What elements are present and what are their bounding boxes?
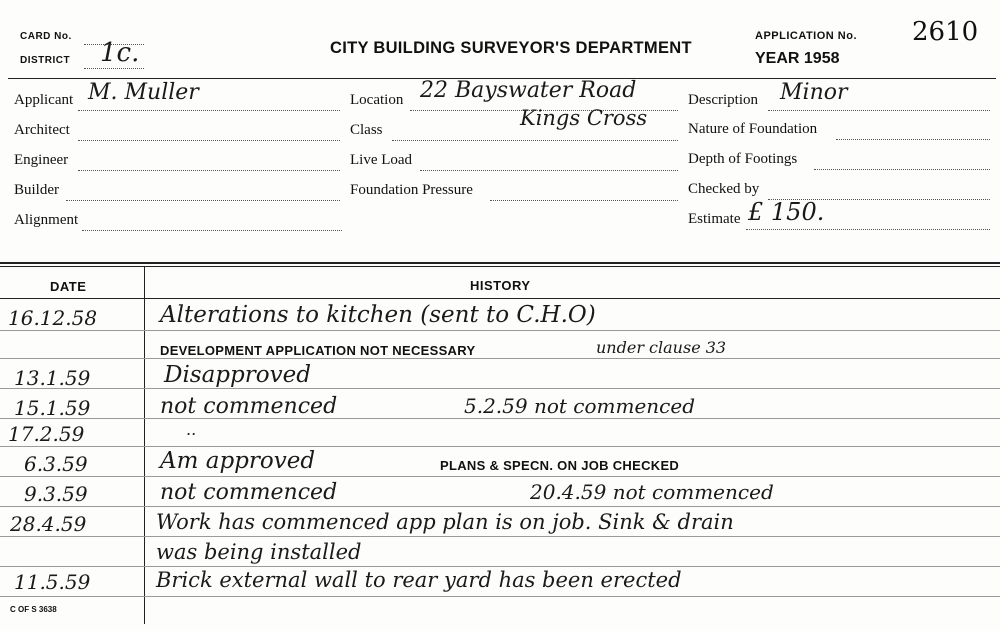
class-line xyxy=(392,140,678,141)
history-date: 6.3.59 xyxy=(24,452,88,476)
history-line xyxy=(0,536,1000,537)
history-entry: Brick external wall to rear yard has been erected xyxy=(156,568,682,592)
location-line2: Kings Cross xyxy=(520,106,648,130)
alignment-line xyxy=(82,230,342,231)
history-entry: not commenced xyxy=(160,480,338,505)
applicant-line xyxy=(78,110,340,111)
year-label: YEAR 1958 xyxy=(755,50,840,67)
history-entry: .. xyxy=(186,420,197,439)
history-date: 13.1.59 xyxy=(14,366,91,390)
class-label: Class xyxy=(350,122,383,138)
applicant-label: Applicant xyxy=(14,92,74,108)
nature-foundation-label: Nature of Foundation xyxy=(688,121,818,137)
builder-line xyxy=(66,200,340,201)
depth-footings-label: Depth of Footings xyxy=(688,151,798,167)
history-entry: Alterations to kitchen (sent to C.H.O) xyxy=(160,302,596,328)
district-value: 1c. xyxy=(100,38,140,68)
application-label: APPLICATION No. xyxy=(755,30,858,42)
date-column-divider xyxy=(144,266,145,624)
history-entry: under clause 33 xyxy=(596,338,727,357)
history-entry-secondary: 5.2.59 not commenced xyxy=(464,394,696,418)
alignment-label: Alignment xyxy=(14,212,79,228)
history-date: 16.12.58 xyxy=(8,306,98,330)
history-entry: not commenced xyxy=(160,394,338,419)
history-date: 9.3.59 xyxy=(24,482,88,506)
location-label: Location xyxy=(350,92,404,108)
engineer-line xyxy=(78,170,340,171)
foundation-pressure-line xyxy=(490,200,678,201)
date-column-header: DATE xyxy=(50,279,87,294)
engineer-label: Engineer xyxy=(14,152,69,168)
history-line xyxy=(0,330,1000,331)
description-value: Minor xyxy=(780,80,848,105)
foundation-pressure-label: Foundation Pressure xyxy=(350,182,473,198)
builder-label: Builder xyxy=(14,182,59,198)
history-date: 11.5.59 xyxy=(14,570,91,594)
history-date: 28.4.59 xyxy=(10,512,87,536)
district-line xyxy=(84,68,144,69)
estimate-line xyxy=(746,229,990,230)
location-line1: 22 Bayswater Road xyxy=(420,78,637,103)
history-line xyxy=(0,418,1000,419)
department-title: CITY BUILDING SURVEYOR'S DEPARTMENT xyxy=(330,39,692,57)
history-line xyxy=(0,596,1000,597)
live-load-label: Live Load xyxy=(350,152,413,168)
architect-label: Architect xyxy=(14,122,70,138)
history-entry: Disapproved xyxy=(164,362,311,388)
history-line xyxy=(0,446,1000,447)
estimate-label: Estimate xyxy=(688,211,741,227)
nature-foundation-line xyxy=(836,139,990,140)
history-line xyxy=(0,476,1000,477)
history-line xyxy=(0,506,1000,507)
application-number: 2610 xyxy=(912,17,979,47)
history-entry: Am approved xyxy=(160,448,316,474)
history-line xyxy=(0,388,1000,389)
history-line xyxy=(0,358,1000,359)
description-label: Description xyxy=(688,92,758,108)
history-entry: was being installed xyxy=(156,540,362,564)
estimate-value: £ 150. xyxy=(748,198,825,226)
history-header-rule xyxy=(0,298,1000,299)
checked-by-label: Checked by xyxy=(688,181,760,197)
history-stamp: PLANS & SPECN. ON JOB CHECKED xyxy=(440,458,680,473)
card-no-label: CARD No. xyxy=(20,31,72,42)
history-date: 15.1.59 xyxy=(14,396,91,420)
history-stamp: DEVELOPMENT APPLICATION NOT NECESSARY xyxy=(160,343,476,358)
form-code: C OF S 3638 xyxy=(10,605,57,614)
history-line xyxy=(0,566,1000,567)
history-top-rule xyxy=(0,262,1000,264)
live-load-line xyxy=(420,170,678,171)
history-top-rule-2 xyxy=(0,266,1000,267)
description-line xyxy=(768,110,990,111)
history-entry: Work has commenced app plan is on job. Sink & drain xyxy=(156,510,734,534)
applicant-value: M. Muller xyxy=(88,80,199,105)
district-label: DISTRICT xyxy=(20,55,71,66)
architect-line xyxy=(78,140,340,141)
depth-footings-line xyxy=(814,169,990,170)
history-entry-secondary: 20.4.59 not commenced xyxy=(530,480,774,504)
history-column-header: HISTORY xyxy=(470,278,531,293)
history-date: 17.2.59 xyxy=(8,422,85,446)
